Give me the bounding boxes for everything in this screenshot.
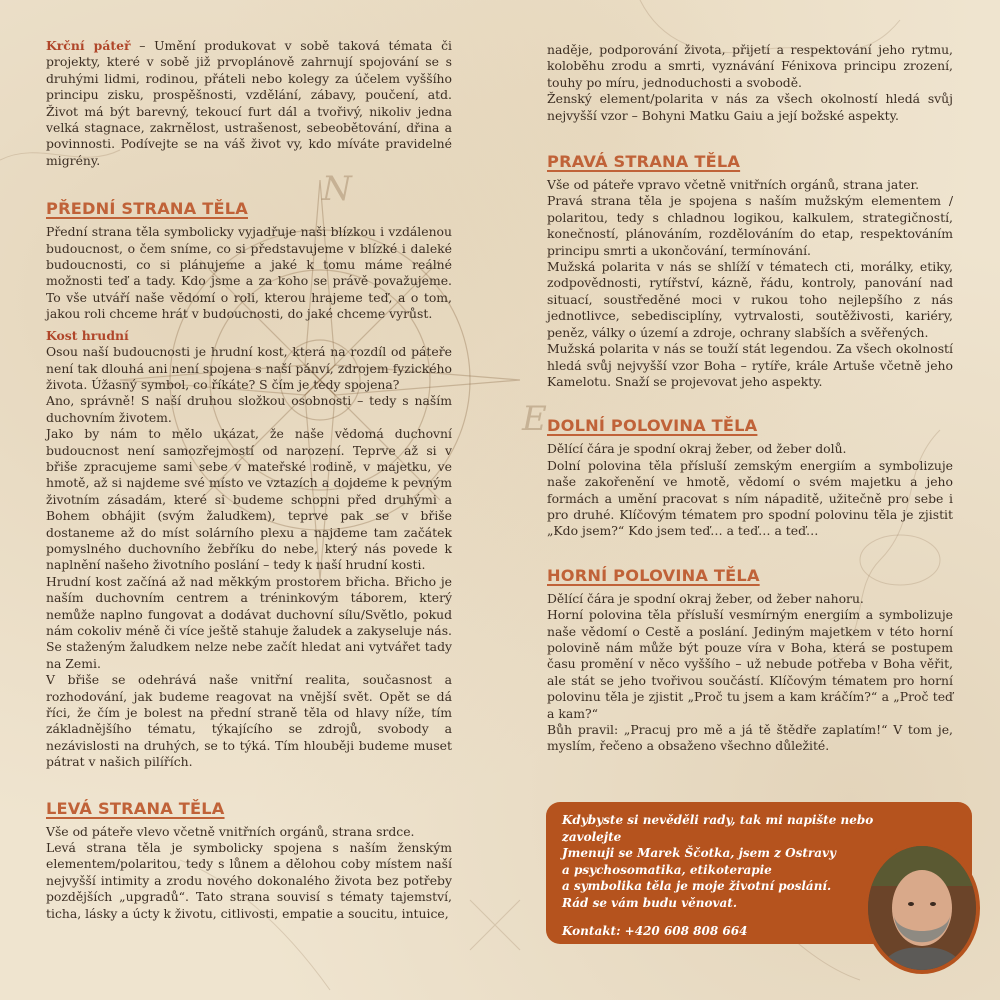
compass-north-label: N [322,169,352,209]
contact-line-5: Rád se vám budu věnovat. [562,895,737,910]
contact-line-1: Kdybyste si nevěděli rady, tak mi napište nebo zavolejte [562,813,874,844]
cervical-spine-paragraph [46,38,452,169]
portrait-illustration [868,846,976,970]
upper-half-paragraph-2: Horní polovina těla přísluší vesmírným energiím a symbolizuje naše vědomí o Cestě a poslání. Jediným majetkem v této horní polovině nám může být pouze víra v Boha, která se postupem času promění v něco vyššího – už nebude potřeba v Boha věřit, ale stát se jeho tvořivou součástí. Klíčovým tématem pro horní polovinu těla je zjistit „Proč tu jsem a kam kráčím?“ a „Proč teď a kam?“ [547,607,953,721]
right-side-heading: PRAVÁ STRANA TĚLA [547,152,741,172]
contact-line-4: a symbolika těla je moje životní poslání. [562,879,832,893]
right-side-paragraph-3: Mužská polarita v nás se shlíží v tématech cti, morálky, etiky, zodpovědnosti, rytířství, kázně, řádu, kontroly, panování nad situací, soustředěné moci v rukou toho nejlepšího z nás jednotlivce, sebedisciplíny, vytrvalosti, soutěživosti, kariéry, peněz, války o území a zdroje, ochrany slabších a svěřených. [547,259,953,340]
upper-half-paragraph-3: Bůh pravil: „Pracuj pro mě a já tě štědře zaplatím!“ V tom je, myslím, řečeno a obsaženo všechno důležité. [547,722,953,754]
lower-half-paragraph-2: Dolní polovina těla přísluší zemským energiím a symbolizuje naše zakořenění ve hmotě, vědomí o svém majetku a jeho formách a umění pracovat s ním nápaditě, užitečně pro sebe i pro druhé. Klíčovým tématem pro spodní polovinu těla je zjistit „Kdo jsem?“ Kdo jsem teď… a teď… a teď… [547,457,953,539]
breastbone-paragraph-1: Osou naší budoucnosti je hrudní kost, která na rozdíl od páteře není tak dlouhá ani není spojena s naší pánví, zdrojem fyzického života. Úžasný symbol, co říkáte? S čím je tedy spojena? [46,344,452,392]
breastbone-paragraph-4: Hrudní kost začíná až nad měkkým prostorem břicha. Břicho je naším duchovním centrem a tréninkovým táborem, který nemůže naplno fungovat a dodávat duchovní sílu/Světlo, pokud nám cokoliv méně či více ještě stahuje žaludek a zakyseluje nás. Se staženým žaludkem nelze nebe začít hledat ani vytvářet tady na Zemi. [46,573,452,671]
contact-line-3: a psychosomatika, etikoterapie [562,862,772,877]
upper-half-paragraph-1: Dělící čára je spodní okraj žeber, od žeber nahoru. [547,590,864,606]
left-side-paragraph-2: Levá strana těla je symbolicky spojena s naším ženským elementem/polaritou, tedy s lůnem a dělohou coby místem naší nejvyšší intimity a zrodu nového dokonalého života bez potřeby pozdějších „upgradů“. Tato strana souvisí s tématy tajemství, ticha, lásky a úcty k životu, citlivosti, empatie a soucitu, intuice, [46,840,452,921]
breastbone-paragraph-5: V břiše se odehrává naše vnitřní realita, současnost a rozhodování, jak budeme reagovat na vnější svět. Opět se dá říci, že čím je bolest na přední straně těla od hlavy níže, tím základnějšího tématu, týkajícího se zdrojů, svobody a nezávislosti na druhých, se to týká. Tím hlouběji budeme muset pátrat v našich pilířích. [46,672,452,770]
cervical-spine-keyword: Krční páteř [46,38,131,53]
author-portrait [864,842,980,974]
right-side-paragraph-1: Vše od páteře vpravo včetně vnitřních orgánů, strana jater. [547,177,920,193]
upper-half-heading: HORNÍ POLOVINA TĚLA [547,565,760,585]
cervical-spine-text: – Umění produkovat v sobě taková témata či projekty, které v sobě již prvoplánově zahrnují spojování se s druhými lidmi, rodinou, přáteli nebo kolegy za účelem vyššího principu zisku, prospěšnosti, vzdělání, zábavy, poučení, atd. Život má být barevný, tekoucí furt dál a tvořivý, nikoliv jedna velká stagnace, zakrnělost, ustrašenost, sebeobětování, dřina a povinnosti. Podívejte se na váš život vy, kdo míváte pravidelné migrény. [46,38,452,168]
lower-half-heading: DOLNÍ POLOVINA TĚLA [547,416,758,436]
contact-line-2: Jmenuji se Marek Ščotka, jsem z Ostravy [562,846,836,860]
lower-half-paragraph-1: Dělící čára je spodní okraj žeber, od žeber dolů. [547,441,847,457]
left-side-paragraph-1: Vše od páteře vlevo včetně vnitřních orgánů, strana srdce. [46,823,415,839]
right-column [547,42,953,755]
front-side-heading: PŘEDNÍ STRANA TĚLA [46,199,248,219]
compass-east-label: E [522,399,547,439]
front-side-text: Přední strana těla symbolicky vyjadřuje naši blízkou i vzdálenou budoucnost, o čem sníme, co si představujeme v blízké i daleké budoucnosti, co si plánujeme a jaké k tomu máme reálné možnosti teď a tady. Kdo jsme a za koho se právě považujeme. To vše utváří naše vědomí o roli, kterou hrajeme teď, a o tom, jakou roli chceme hrát v budoucnosti, do jaké chceme vyrůst. [46,224,452,322]
breastbone-paragraph-2: Ano, správně! S naší druhou složkou osobnosti – tedy s naším duchovním životem. [46,393,452,425]
breastbone-paragraph-3: Jako by nám to mělo ukázat, že naše vědomá duchovní budoucnost není samozřejmostí od narození. Teprve až si v břiše zpracujeme sami sebe v mateřské rodině, v majetku, ve hmotě, až si najdeme své místo ve vztazích a dojdeme k pevným životním zásadám, které si budeme schopni před druhými a Bohem obhájit (svým žaludkem), teprve pak se v břiše dostaneme až do míst solárního plexu a najdeme tam začátek pomyslného duchovního žebříku do nebe, který nás povede k naplnění našeho životního poslání – tedy k naší hrudní kosti. [46,426,452,573]
left-column [46,38,452,922]
contact-phone[interactable]: Kontakt: +420 608 808 664 [562,924,748,938]
right-side-paragraph-2: Pravá strana těla je spojena s naším mužským elementem / polaritou, tedy s chladnou logikou, kalkulem, strategičností, konečností, plánováním, rozdělováním do etap, respektováním principu smrti a ukončování, termínování. [547,193,953,258]
left-side-continuation-2: Ženský element/polarita v nás za všech okolností hledá svůj nejvyšší vzor – Bohyni Matku Gaiu a její božské aspekty. [547,91,953,123]
breastbone-subheading: Kost hrudní [46,327,129,343]
left-side-heading: LEVÁ STRANA TĚLA [46,798,225,818]
left-side-continuation-1: naděje, podporování života, přijetí a respektování jeho rytmu, koloběhu zrodu a smrti, vyznávání Fénixova principu zrození, touhy po míru, jednoduchosti a svobodě. [547,42,953,90]
right-side-paragraph-4: Mužská polarita v nás se touží stát legendou. Za všech okolností hledá svůj nejvyšší vzor Boha – rytíře, krále Artuše včetně jeho Kamelotu. Snaží se projevovat jeho aspekty. [547,341,953,389]
